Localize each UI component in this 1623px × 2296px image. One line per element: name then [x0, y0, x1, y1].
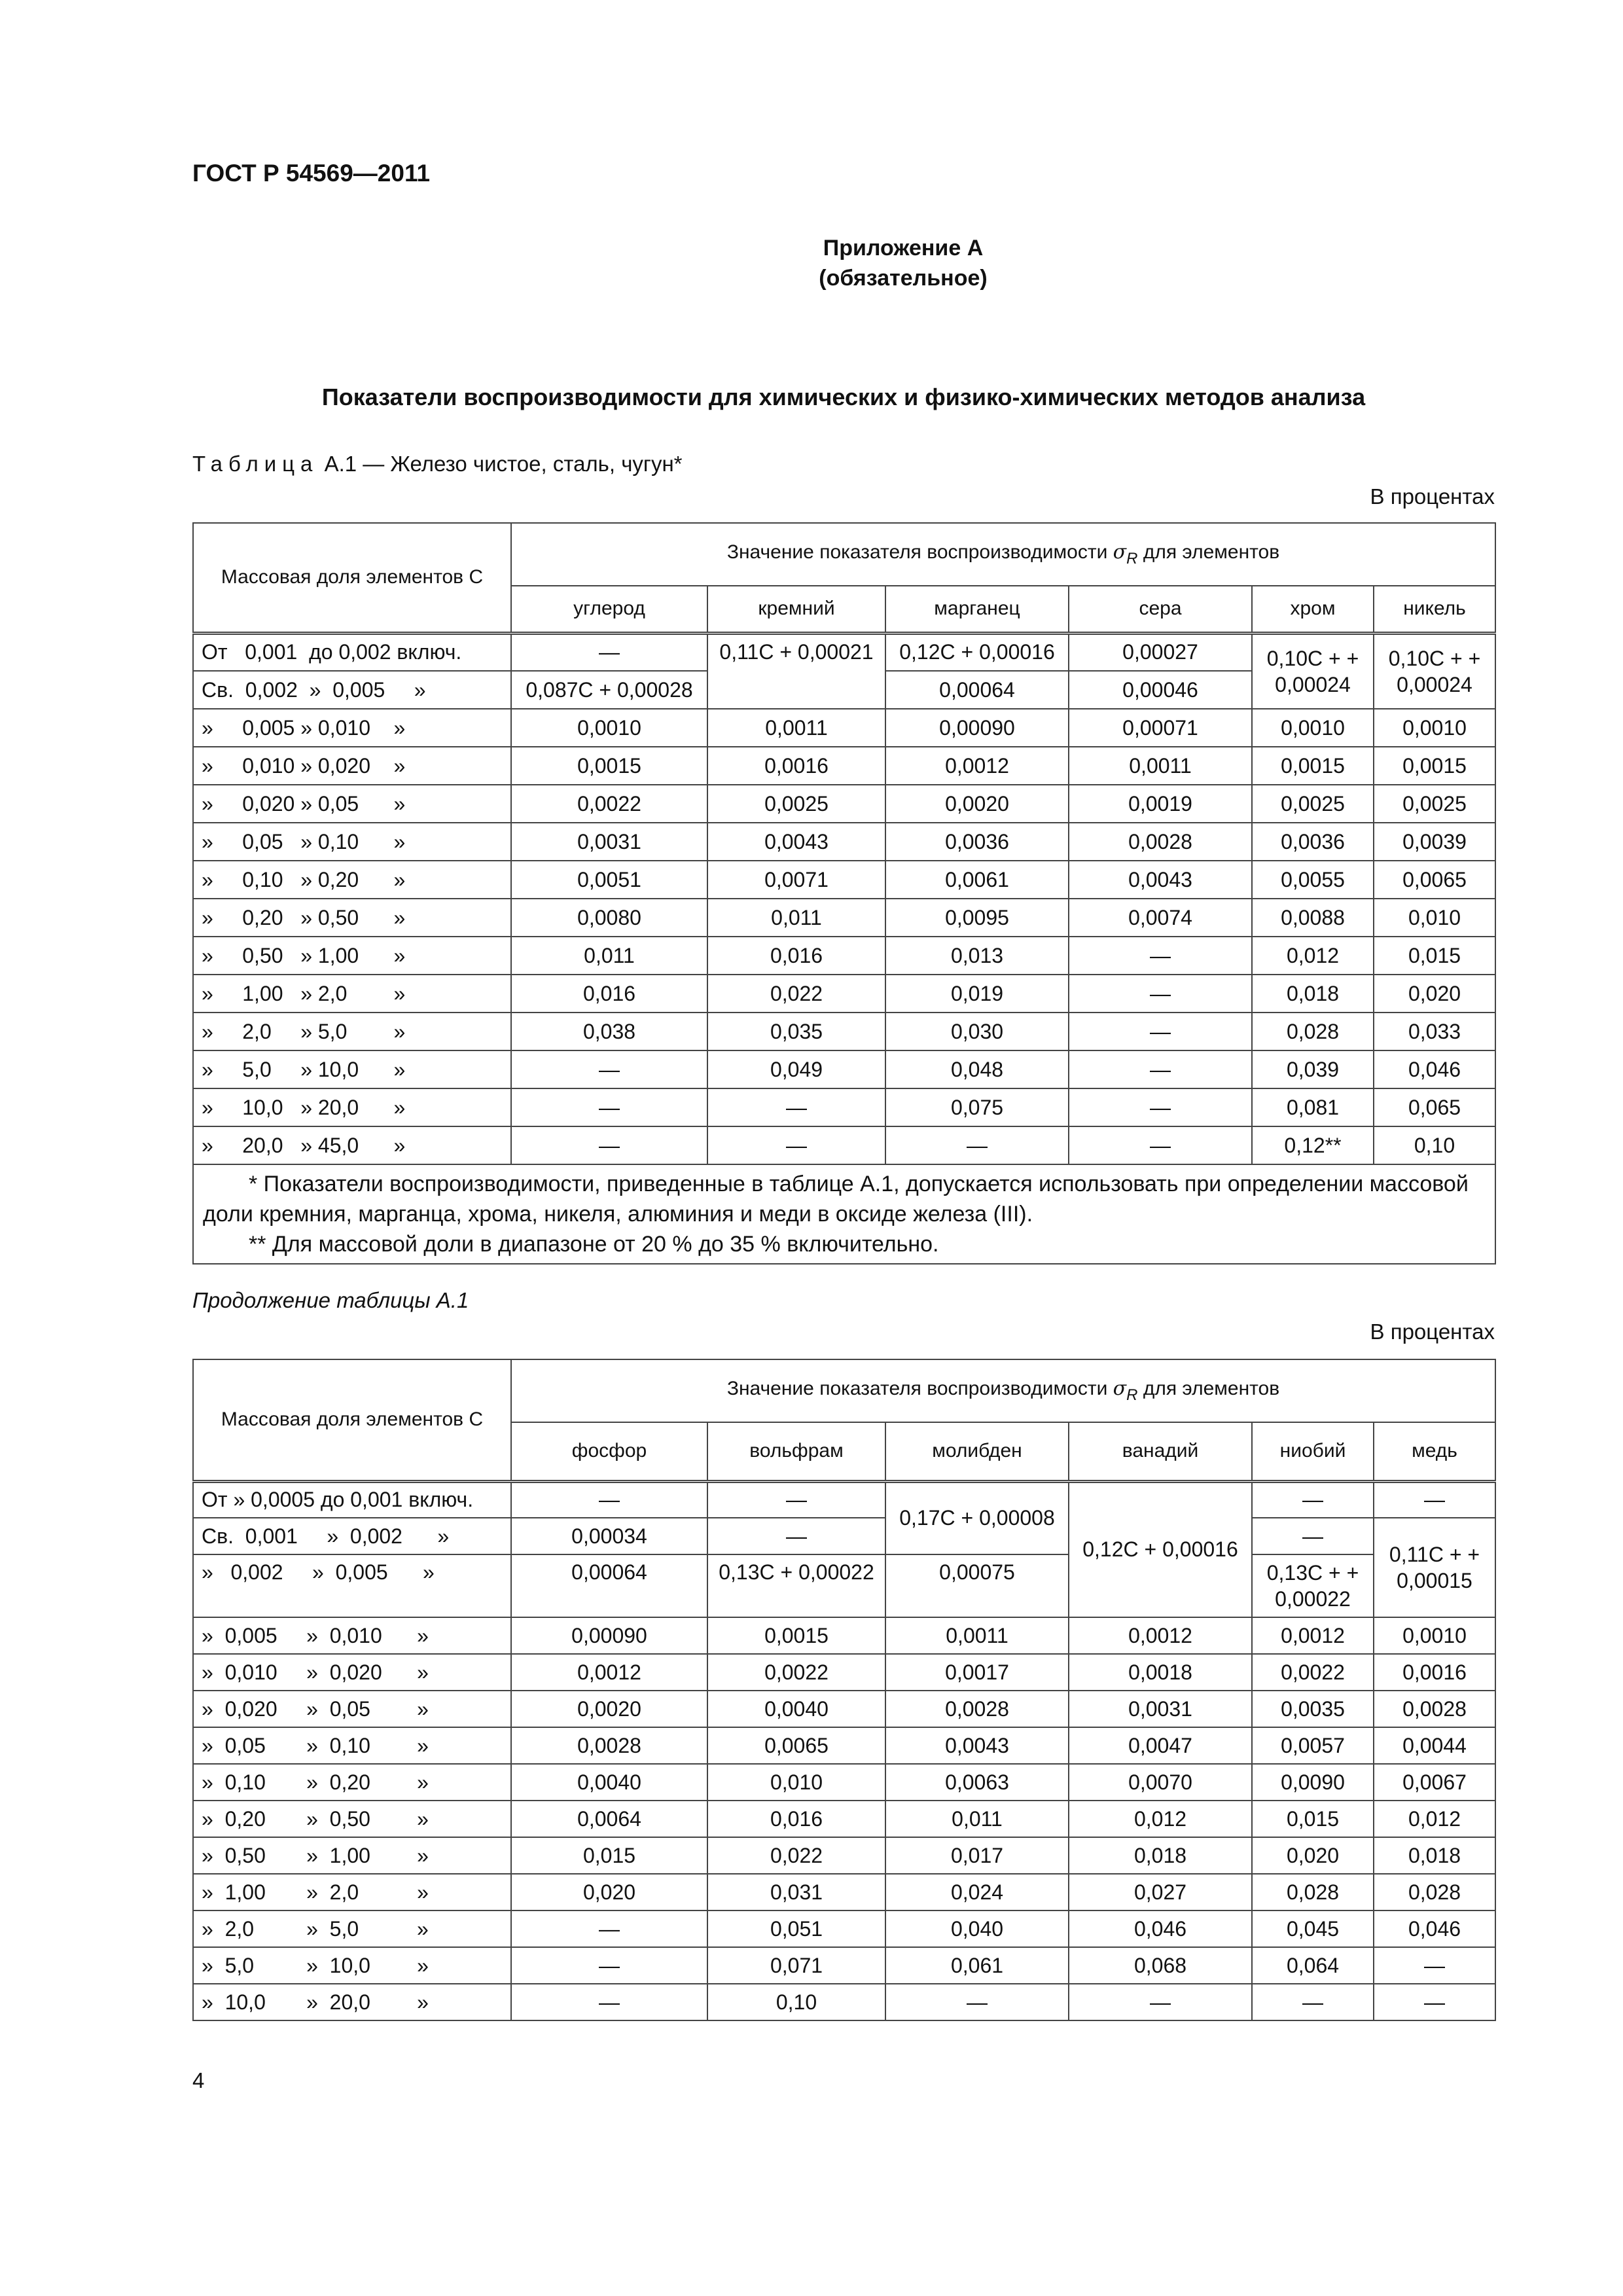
- value-cell: 0,030: [885, 1013, 1069, 1050]
- value-cell: —: [511, 633, 707, 671]
- table1-group-header-pre: Значение показателя воспроизводимости: [726, 541, 1113, 563]
- range-cell: » 0,005 » 0,010 »: [193, 709, 511, 747]
- value-cell: —: [707, 1088, 885, 1126]
- range-cell: » 0,020 » 0,05 »: [193, 1691, 511, 1727]
- table2-col-header: молибден: [885, 1422, 1069, 1481]
- value-cell: —: [511, 1126, 707, 1164]
- value-cell: 0,0010: [511, 709, 707, 747]
- table2-unit-note: В процентах: [1370, 1319, 1495, 1344]
- table-row: [193, 823, 1495, 861]
- value-cell: 0,00064: [885, 671, 1069, 709]
- value-cell: 0,028: [1252, 1874, 1374, 1910]
- value-cell: 0,040: [885, 1910, 1069, 1947]
- table-row: [193, 1984, 1495, 2020]
- table-row: [193, 1126, 1495, 1164]
- value-cell: 0,0015: [1374, 747, 1495, 785]
- value-cell: 0,020: [511, 1874, 707, 1910]
- value-cell: 0,0031: [511, 823, 707, 861]
- table-row: [193, 1617, 1495, 1654]
- value-cell: 0,018: [1069, 1837, 1252, 1874]
- table1-col-header: кремний: [707, 586, 885, 633]
- value-cell: 0,071: [707, 1947, 885, 1984]
- table2-col-header: вольфрам: [707, 1422, 885, 1481]
- continuation-caption: Продолжение таблицы А.1: [192, 1288, 469, 1312]
- value-cell: 0,016: [511, 975, 707, 1013]
- value-cell: 0,0095: [885, 899, 1069, 937]
- table2-group-header-pre: Значение показателя воспроизводимости: [726, 1378, 1113, 1399]
- table-caption-text: А.1 — Железо чистое, сталь, чугун*: [324, 452, 683, 476]
- table2-sigma-symbol: σ: [1113, 1377, 1127, 1400]
- table-row: [193, 975, 1495, 1013]
- value-cell: 0,0036: [1252, 823, 1374, 861]
- value-cell: 0,019: [885, 975, 1069, 1013]
- range-cell: » 0,10 » 0,20 »: [193, 861, 511, 899]
- value-cell: —: [1252, 1481, 1374, 1518]
- value-cell: —: [1069, 1050, 1252, 1088]
- value-cell: 0,024: [885, 1874, 1069, 1910]
- value-cell: 0,0044: [1374, 1727, 1495, 1764]
- table-row: [193, 1727, 1495, 1764]
- value-cell: 0,0010: [1252, 709, 1374, 747]
- table1-row-header: Массовая доля элементов C: [193, 523, 511, 633]
- value-cell: 0,022: [707, 1837, 885, 1874]
- table-row: [193, 1874, 1495, 1910]
- value-cell: —: [1374, 1984, 1495, 2020]
- value-cell: 0,0035: [1252, 1691, 1374, 1727]
- value-cell: 0,046: [1374, 1050, 1495, 1088]
- table2-col-header: фосфор: [511, 1422, 707, 1481]
- table-row: [193, 1554, 1495, 1617]
- table-row: [193, 1050, 1495, 1088]
- value-cell: 0,11C + + 0,00015: [1374, 1518, 1495, 1617]
- table2-group-header: [511, 1359, 1495, 1422]
- value-cell: —: [1069, 1088, 1252, 1126]
- value-cell: 0,00071: [1069, 709, 1252, 747]
- table-row: [193, 1481, 1495, 1518]
- value-cell: 0,0015: [707, 1617, 885, 1654]
- table-row: [193, 937, 1495, 975]
- table-row: [193, 1910, 1495, 1947]
- table1-group-header: [511, 523, 1495, 586]
- value-cell: 0,087C + 0,00028: [511, 671, 707, 709]
- value-cell: 0,00046: [1069, 671, 1252, 709]
- range-cell: » 1,00 » 2,0 »: [193, 1874, 511, 1910]
- table-row: [193, 1518, 1495, 1554]
- value-cell: 0,00034: [511, 1518, 707, 1554]
- value-cell: 0,0010: [1374, 1617, 1495, 1654]
- value-cell: 0,046: [1374, 1910, 1495, 1947]
- range-cell: » 0,005 » 0,010 »: [193, 1617, 511, 1654]
- value-cell: 0,017: [885, 1837, 1069, 1874]
- range-cell: » 5,0 » 10,0 »: [193, 1050, 511, 1088]
- value-cell: 0,028: [1252, 1013, 1374, 1050]
- value-cell: 0,0043: [885, 1727, 1069, 1764]
- value-cell: 0,013: [885, 937, 1069, 975]
- value-cell: 0,051: [707, 1910, 885, 1947]
- range-cell: » 1,00 » 2,0 »: [193, 975, 511, 1013]
- value-cell: 0,0025: [707, 785, 885, 823]
- value-cell: 0,038: [511, 1013, 707, 1050]
- footnote-row: [193, 1164, 1495, 1264]
- value-cell: 0,010: [707, 1764, 885, 1801]
- value-cell: 0,0028: [1374, 1691, 1495, 1727]
- value-cell: 0,0028: [1069, 823, 1252, 861]
- value-cell: 0,0015: [1252, 747, 1374, 785]
- range-cell: От » 0,0005 до 0,001 включ.: [193, 1481, 511, 1518]
- value-cell: —: [511, 1984, 707, 2020]
- range-cell: » 0,002 » 0,005 »: [193, 1554, 511, 1617]
- range-cell: » 5,0 » 10,0 »: [193, 1947, 511, 1984]
- value-cell: 0,016: [707, 1801, 885, 1837]
- value-cell: 0,0047: [1069, 1727, 1252, 1764]
- range-cell: » 0,20 » 0,50 »: [193, 1801, 511, 1837]
- range-cell: От 0,001 до 0,002 включ.: [193, 633, 511, 671]
- value-cell: 0,0040: [511, 1764, 707, 1801]
- value-cell: 0,00064: [511, 1554, 707, 1617]
- range-cell: » 2,0 » 5,0 »: [193, 1910, 511, 1947]
- value-cell: 0,045: [1252, 1910, 1374, 1947]
- value-cell: —: [511, 1481, 707, 1518]
- annex-status: (обязательное): [819, 266, 988, 291]
- page-number: 4: [192, 2068, 205, 2092]
- table-row: [193, 747, 1495, 785]
- table1: [192, 522, 1496, 1265]
- value-cell: 0,0064: [511, 1801, 707, 1837]
- value-cell: 0,018: [1252, 975, 1374, 1013]
- table-row: [193, 1654, 1495, 1691]
- range-cell: » 2,0 » 5,0 »: [193, 1013, 511, 1050]
- value-cell: 0,00090: [885, 709, 1069, 747]
- table-row: [193, 1947, 1495, 1984]
- value-cell: 0,0061: [885, 861, 1069, 899]
- range-cell: » 0,10 » 0,20 »: [193, 1764, 511, 1801]
- table2: [192, 1359, 1496, 2021]
- value-cell: 0,13C + 0,00022: [707, 1554, 885, 1617]
- value-cell: 0,064: [1252, 1947, 1374, 1984]
- table2-col-header: медь: [1374, 1422, 1495, 1481]
- value-cell: 0,015: [1374, 937, 1495, 975]
- value-cell: 0,028: [1374, 1874, 1495, 1910]
- value-cell: —: [511, 1910, 707, 1947]
- value-cell: 0,0031: [1069, 1691, 1252, 1727]
- value-cell: 0,0011: [1069, 747, 1252, 785]
- value-cell: 0,018: [1374, 1837, 1495, 1874]
- value-cell: 0,0025: [1374, 785, 1495, 823]
- value-cell: 0,0022: [1252, 1654, 1374, 1691]
- value-cell: 0,0063: [885, 1764, 1069, 1801]
- value-cell: —: [1252, 1984, 1374, 2020]
- table-row: [193, 1691, 1495, 1727]
- value-cell: 0,0017: [885, 1654, 1069, 1691]
- value-cell: 0,0071: [707, 861, 885, 899]
- value-cell: 0,0011: [707, 709, 885, 747]
- value-cell: 0,081: [1252, 1088, 1374, 1126]
- value-cell: 0,012: [1069, 1801, 1252, 1837]
- value-cell: 0,0016: [1374, 1654, 1495, 1691]
- value-cell: 0,011: [707, 899, 885, 937]
- value-cell: 0,00090: [511, 1617, 707, 1654]
- value-cell: 0,13C + + 0,00022: [1252, 1554, 1374, 1617]
- value-cell: 0,0074: [1069, 899, 1252, 937]
- value-cell: 0,11C + 0,00021: [707, 633, 885, 709]
- value-cell: 0,0022: [707, 1654, 885, 1691]
- value-cell: 0,0012: [885, 747, 1069, 785]
- table-row: [193, 1837, 1495, 1874]
- value-cell: 0,0018: [1069, 1654, 1252, 1691]
- value-cell: 0,0010: [1374, 709, 1495, 747]
- value-cell: 0,022: [707, 975, 885, 1013]
- value-cell: 0,035: [707, 1013, 885, 1050]
- table1-sigma-subscript: R: [1126, 550, 1138, 567]
- value-cell: 0,10: [1374, 1126, 1495, 1164]
- range-cell: » 20,0 » 45,0 »: [193, 1126, 511, 1164]
- value-cell: 0,049: [707, 1050, 885, 1088]
- value-cell: —: [885, 1126, 1069, 1164]
- value-cell: 0,0025: [1252, 785, 1374, 823]
- value-cell: 0,0080: [511, 899, 707, 937]
- table-row: [193, 1764, 1495, 1801]
- value-cell: 0,075: [885, 1088, 1069, 1126]
- value-cell: 0,068: [1069, 1947, 1252, 1984]
- value-cell: —: [1069, 1013, 1252, 1050]
- table-caption-label: Таблица: [192, 452, 319, 476]
- value-cell: 0,0090: [1252, 1764, 1374, 1801]
- table-row: [193, 633, 1495, 671]
- value-cell: 0,10: [707, 1984, 885, 2020]
- value-cell: 0,00027: [1069, 633, 1252, 671]
- value-cell: 0,0012: [1252, 1617, 1374, 1654]
- value-cell: —: [1069, 937, 1252, 975]
- footnote-2: ** Для массовой доли в диапазоне от 20 % до 35 % включительно.: [249, 1232, 939, 1257]
- table1-unit-note: В процентах: [1370, 484, 1495, 509]
- value-cell: 0,0012: [1069, 1617, 1252, 1654]
- table2-row-header: Массовая доля элементов C: [193, 1359, 511, 1481]
- value-cell: 0,0039: [1374, 823, 1495, 861]
- value-cell: 0,027: [1069, 1874, 1252, 1910]
- value-cell: 0,0011: [885, 1617, 1069, 1654]
- value-cell: 0,0019: [1069, 785, 1252, 823]
- value-cell: 0,016: [707, 937, 885, 975]
- range-cell: » 0,20 » 0,50 »: [193, 899, 511, 937]
- footnote-cell: [193, 1164, 1495, 1264]
- value-cell: 0,020: [1252, 1837, 1374, 1874]
- table1-col-header: сера: [1069, 586, 1252, 633]
- range-cell: » 0,010 » 0,020 »: [193, 747, 511, 785]
- value-cell: 0,015: [1252, 1801, 1374, 1837]
- value-cell: 0,010: [1374, 899, 1495, 937]
- range-cell: » 0,05 » 0,10 »: [193, 823, 511, 861]
- value-cell: 0,048: [885, 1050, 1069, 1088]
- value-cell: —: [707, 1481, 885, 1518]
- value-cell: —: [885, 1984, 1069, 2020]
- value-cell: 0,12C + 0,00016: [885, 633, 1069, 671]
- value-cell: 0,10C + + 0,00024: [1252, 633, 1374, 709]
- range-cell: » 10,0 » 20,0 »: [193, 1088, 511, 1126]
- value-cell: 0,0040: [707, 1691, 885, 1727]
- value-cell: 0,0067: [1374, 1764, 1495, 1801]
- value-cell: 0,0043: [707, 823, 885, 861]
- value-cell: —: [511, 1050, 707, 1088]
- value-cell: 0,0020: [511, 1691, 707, 1727]
- value-cell: 0,012: [1252, 937, 1374, 975]
- value-cell: 0,011: [885, 1801, 1069, 1837]
- table1-col-header: хром: [1252, 586, 1374, 633]
- footnote-1: * Показатели воспроизводимости, приведенные в таблице А.1, допускается использовать при определении массовой доли кремния, марганца, хрома, никеля, алюминия и меди в оксиде железа (III).: [203, 1172, 1469, 1227]
- value-cell: 0,012: [1374, 1801, 1495, 1837]
- table2-sigma-subscript: R: [1126, 1386, 1138, 1404]
- document-id: ГОСТ Р 54569—2011: [192, 160, 431, 187]
- value-cell: 0,015: [511, 1837, 707, 1874]
- annex-title: Приложение А: [823, 236, 984, 260]
- value-cell: 0,0022: [511, 785, 707, 823]
- value-cell: 0,10C + + 0,00024: [1374, 633, 1495, 709]
- range-cell: » 0,020 » 0,05 »: [193, 785, 511, 823]
- value-cell: —: [511, 1088, 707, 1126]
- value-cell: 0,061: [885, 1947, 1069, 1984]
- table1-group-header-post: для элементов: [1137, 541, 1280, 563]
- value-cell: 0,17C + 0,00008: [885, 1481, 1069, 1554]
- range-cell: Св. 0,001 » 0,002 »: [193, 1518, 511, 1554]
- value-cell: 0,0065: [1374, 861, 1495, 899]
- table-row: [193, 899, 1495, 937]
- value-cell: —: [1069, 1984, 1252, 2020]
- range-cell: » 0,50 » 1,00 »: [193, 1837, 511, 1874]
- table1-sigma-symbol: σ: [1113, 541, 1127, 564]
- table-caption: [192, 452, 683, 476]
- table-row: [193, 1013, 1495, 1050]
- value-cell: 0,0020: [885, 785, 1069, 823]
- table-row: [193, 785, 1495, 823]
- value-cell: 0,0015: [511, 747, 707, 785]
- range-cell: » 0,05 » 0,10 »: [193, 1727, 511, 1764]
- value-cell: 0,12**: [1252, 1126, 1374, 1164]
- value-cell: 0,0088: [1252, 899, 1374, 937]
- range-cell: » 10,0 » 20,0 »: [193, 1984, 511, 2020]
- value-cell: 0,00075: [885, 1554, 1069, 1617]
- value-cell: —: [1252, 1518, 1374, 1554]
- value-cell: 0,0036: [885, 823, 1069, 861]
- value-cell: —: [1374, 1947, 1495, 1984]
- annex-heading: [0, 233, 1623, 293]
- value-cell: 0,031: [707, 1874, 885, 1910]
- range-cell: » 0,50 » 1,00 »: [193, 937, 511, 975]
- value-cell: 0,011: [511, 937, 707, 975]
- value-cell: 0,033: [1374, 1013, 1495, 1050]
- table1-col-header: никель: [1374, 586, 1495, 633]
- table-row: [193, 709, 1495, 747]
- value-cell: 0,020: [1374, 975, 1495, 1013]
- value-cell: 0,0057: [1252, 1727, 1374, 1764]
- value-cell: —: [511, 1947, 707, 1984]
- range-cell: Св. 0,002 » 0,005 »: [193, 671, 511, 709]
- value-cell: 0,0012: [511, 1654, 707, 1691]
- value-cell: 0,0065: [707, 1727, 885, 1764]
- value-cell: —: [707, 1126, 885, 1164]
- value-cell: —: [707, 1518, 885, 1554]
- value-cell: 0,065: [1374, 1088, 1495, 1126]
- table1-col-header: углерод: [511, 586, 707, 633]
- value-cell: 0,0043: [1069, 861, 1252, 899]
- value-cell: 0,039: [1252, 1050, 1374, 1088]
- value-cell: 0,12C + 0,00016: [1069, 1481, 1252, 1617]
- table2-col-header: ниобий: [1252, 1422, 1374, 1481]
- value-cell: 0,0028: [885, 1691, 1069, 1727]
- value-cell: 0,0055: [1252, 861, 1374, 899]
- value-cell: —: [1069, 975, 1252, 1013]
- value-cell: 0,046: [1069, 1910, 1252, 1947]
- value-cell: 0,0016: [707, 747, 885, 785]
- value-cell: —: [1069, 1126, 1252, 1164]
- table-row: [193, 861, 1495, 899]
- value-cell: —: [1374, 1481, 1495, 1518]
- value-cell: 0,0028: [511, 1727, 707, 1764]
- table-row: [193, 1088, 1495, 1126]
- table2-col-header: ванадий: [1069, 1422, 1252, 1481]
- range-cell: » 0,010 » 0,020 »: [193, 1654, 511, 1691]
- value-cell: 0,0070: [1069, 1764, 1252, 1801]
- table1-col-header: марганец: [885, 586, 1069, 633]
- table-row: [193, 1801, 1495, 1837]
- section-title: Показатели воспроизводимости для химических и физико-химических методов анализа: [321, 384, 1366, 410]
- value-cell: 0,0051: [511, 861, 707, 899]
- table2-group-header-post: для элементов: [1137, 1378, 1280, 1399]
